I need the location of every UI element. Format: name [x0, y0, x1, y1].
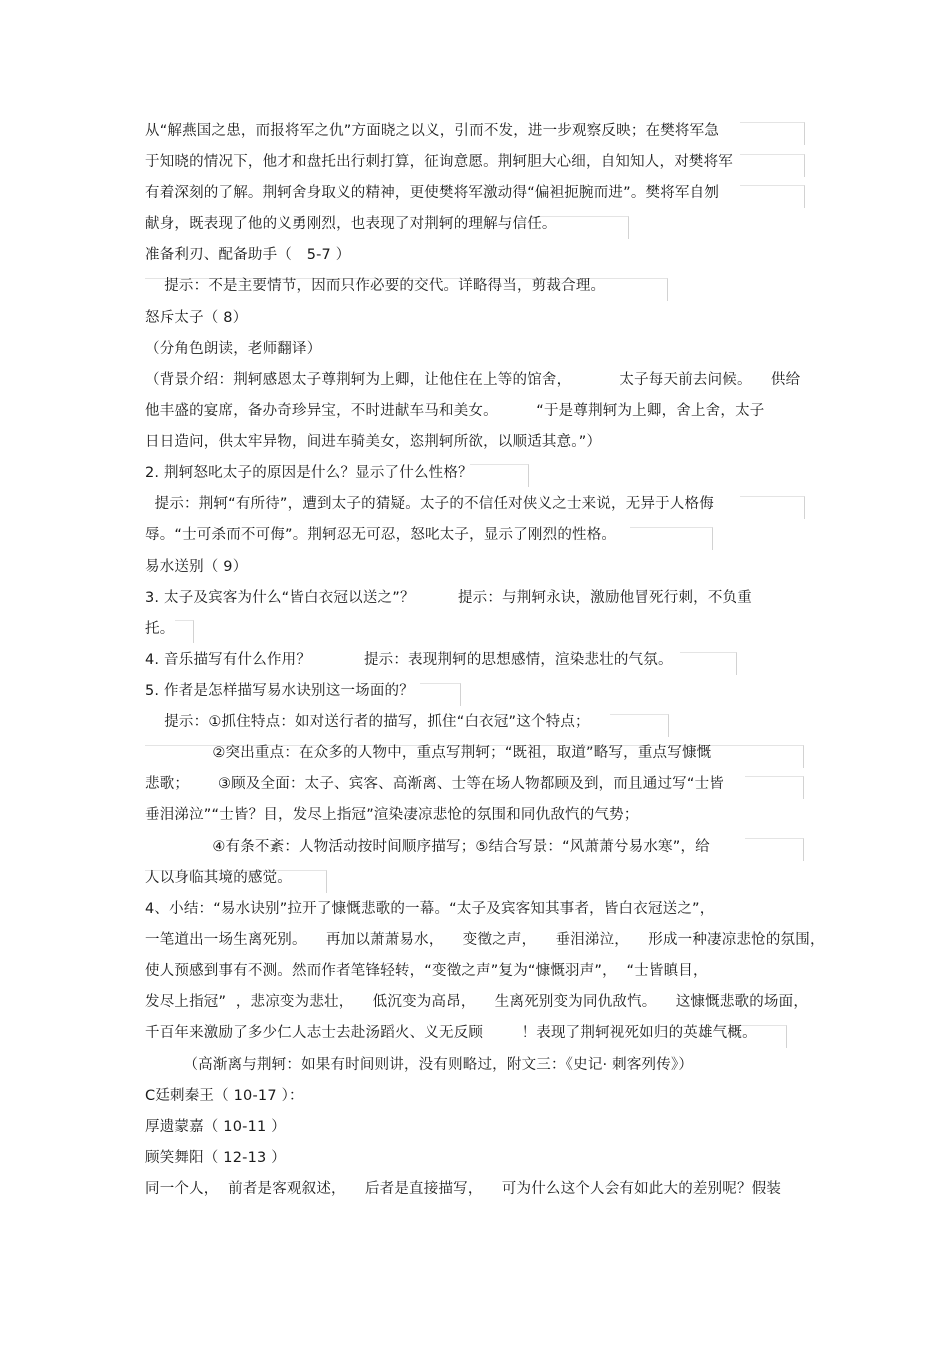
question-line: 4. 音乐描写有什么作用？ 提示：表现荆轲的思想感情，渲染悲壮的气氛。: [145, 652, 673, 668]
text-line: 辱。“士可杀而不可侮”。荆轲忍无可忍，怒叱太子，显示了刚烈的性格。: [145, 527, 617, 543]
section-heading: 准备利刃、配备助手（ 5-7 ）: [145, 247, 351, 263]
hint-text: ④有条不紊：人物活动按时间顺序描写；⑤结合写景：“风萧萧兮易水寒”，给: [145, 839, 710, 855]
hint-text: 提示：①抓住特点：如对送行者的描写，抓住“白衣冠”这个特点；: [145, 714, 590, 730]
hint-text: 提示：不是主要情节，因而只作必要的交代。详略得当，剪裁合理。: [145, 278, 606, 294]
text-line: 垂泪涕泣”“士皆？目，发尽上指冠”渲染凄凉悲怆的氛围和同仇敌忾的气势；: [145, 807, 639, 823]
line-frame: [630, 527, 713, 550]
section-heading: 怒斥太子（ 8）: [145, 310, 248, 326]
text-line: 于知晓的情况下，他才和盘托出行刺打算，征询意愿。荆轲胆大心细，自知知人，对樊将军: [145, 154, 733, 170]
line-frame: [740, 185, 805, 208]
section-heading: C廷刺秦王（ 10-17 ）：: [145, 1088, 304, 1104]
text-line: （高渐离与荆轲：如果有时间则讲，没有则略过，附文三：《史记· 刺客列传》）: [145, 1057, 694, 1073]
text-line: 日日造问，供太牢异物，间进车骑美女，恣荆轲所欲，以顺适其意。”）: [145, 434, 602, 450]
line-frame: [740, 496, 805, 519]
section-heading: 顾笑舞阳（ 12-13 ）: [145, 1150, 286, 1166]
text-line: （分角色朗读，老师翻译）: [145, 341, 322, 357]
line-frame: [740, 122, 805, 145]
text-line: 悲歌； ③顾及全面：太子、宾客、高渐离、士等在场人物都顾及到，而且通过写“士皆: [145, 776, 724, 792]
text-line: 他丰盛的宴席，备办奇珍异宝，不时进献车马和美女。 “于是尊荆轲为上卿，舍上舍，太子: [145, 403, 765, 419]
text-line: 使人预感到事有不测。然而作者笔锋轻转，“变徵之声”复为“慷慨羽声”， “士皆瞋目，: [145, 963, 708, 979]
section-heading: 厚遗蒙嘉（ 10-11 ）: [145, 1119, 286, 1135]
question-line: 3. 太子及宾客为什么“皆白衣冠以送之”？ 提示：与荆轲永诀，激励他冒死行刺，不负重: [145, 590, 752, 606]
text-line: 发尽上指冠” ，悲凉变为悲壮， 低沉变为高昂， 生离死别变为同仇敌忾。 这慷慨悲歌的场面，: [145, 994, 809, 1010]
question-line: 5. 作者是怎样描写易水诀别这一场面的？: [145, 683, 414, 699]
line-frame: [610, 714, 669, 737]
summary-line: 4、小结：“易水诀别”拉开了慷慨悲歌的一幕。“太子及宾客知其事者，皆白衣冠送之”，: [145, 901, 715, 917]
line-frame: [745, 838, 804, 861]
text-line: 从“解燕国之患，而报将军之仇”方面晓之以义，引而不发，进一步观察反映；在樊将军急: [145, 123, 720, 139]
line-frame: [745, 776, 804, 799]
text-line: 千百年来激励了多少仁人志士去赴汤蹈火、义无反顾 ！表现了荆轲视死如归的英雄气概。: [145, 1025, 757, 1041]
text-line: 献身，既表现了他的义勇刚烈，也表现了对荆轲的理解与信任。: [145, 216, 557, 232]
hint-text: ②突出重点：在众多的人物中，重点写荆轲；“既祖，取道”略写，重点写慷慨: [145, 745, 712, 761]
text-line: 有着深刻的了解。荆轲舍身取义的精神，更使樊将军激动得“偏袒扼腕而进”。樊将军自刎: [145, 185, 720, 201]
line-frame: [680, 652, 737, 675]
text-line: （背景介绍：荆轲感恩太子尊荆轲为上卿，让他住在上等的馆舍， 太子每天前去问候。 供给: [145, 372, 801, 388]
text-line: 同一个人， 前者是客观叙述， 后者是直接描写， 可为什么这个人会有如此大的差别呢？假装: [145, 1181, 782, 1197]
text-line: 人以身临其境的感觉。: [145, 870, 292, 886]
text-line: 一笔道出一场生离死别。 再加以萧萧易水， 变徵之声， 垂泪涕泣， 形成一种凄凉悲怆的氛围，: [145, 932, 825, 948]
line-frame: [740, 154, 805, 177]
section-heading: 易水送别（ 9）: [145, 559, 248, 575]
line-frame: [420, 683, 461, 706]
line-frame: [175, 620, 194, 643]
line-frame: [470, 464, 529, 487]
hint-text: 提示：荆轲“有所待”，遭到太子的猜疑。太子的不信任对侠义之士来说，无异于人格侮: [145, 496, 714, 512]
question-line: 2. 荆轲怒叱太子的原因是什么？显示了什么性格？: [145, 465, 473, 481]
text-line: 托。: [145, 621, 175, 637]
